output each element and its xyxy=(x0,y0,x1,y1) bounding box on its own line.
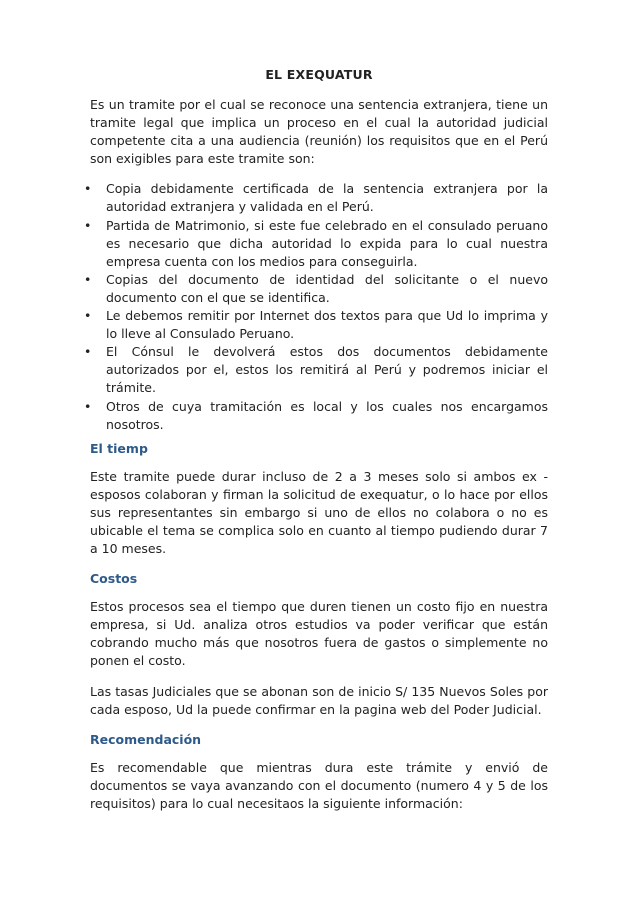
list-item xyxy=(84,271,548,307)
costos-paragraph-1: Estos procesos sea el tiempo que duren tienen un costo fijo en nuestra empresa, si Ud. analiza otros estudios va poder verificar que están cobrando mucho más que nosotros fuera de gastos o simplemente no ponen el costo. xyxy=(90,599,548,669)
list-item xyxy=(84,180,548,216)
bullet-icon: • xyxy=(84,217,92,233)
list-item-text: Le debemos remitir por Internet dos textos para que Ud lo imprima y lo lleve al Consulado Peruano. xyxy=(106,308,548,342)
tiempo-paragraph: Este tramite puede durar incluso de 2 a 3 meses solo si ambos ex - esposos colaboran y firman la solicitud de exequatur, o lo hace por ellos sus representantes sin embargo si uno de ellos no colabora o no es ubicable el tema se complica solo en cuanto al tiempo pudiendo durar 7 a 10 meses. xyxy=(90,468,548,557)
section-heading-recomendacion: Recomendación xyxy=(90,731,202,747)
document-title: EL EXEQUATUR xyxy=(265,67,373,82)
section-heading-tiempo: El tiemp xyxy=(90,440,148,456)
costos-paragraph-2: Las tasas Judiciales que se abonan son de inicio S/ 135 Nuevos Soles por cada esposo, Ud la puede confirmar en la pagina web del Poder Judicial. xyxy=(90,683,548,717)
list-item xyxy=(84,398,548,434)
list-item-text: Copia debidamente certificada de la sentencia extranjera por la autoridad extranjera y validada en el Perú. xyxy=(106,181,548,215)
list-item-text: Otros de cuya tramitación es local y los cuales nos encargamos nosotros. xyxy=(106,398,548,432)
list-item-text: El Cónsul le devolverá estos dos documentos debidamente autorizados por el, estos los remitirá al Perú y podremos iniciar el trámite. xyxy=(106,344,548,396)
bullet-icon: • xyxy=(84,271,92,287)
list-item xyxy=(84,307,548,343)
recomendacion-paragraph: Es recomendable que mientras dura este trámite y envió de documentos se vaya avanzando con el documento (numero 4 y 5 de los requisitos) para lo cual necesitaos la siguiente información: xyxy=(90,759,548,811)
intro-paragraph: Es un tramite por el cual se reconoce una sentencia extranjera, tiene un tramite legal que implica un proceso en el cual la autoridad judicial competente cita a una audiencia (reunión) los requisitos que en el Perú son exigibles para este tramite son: xyxy=(90,97,548,167)
list-item-text: Partida de Matrimonio, si este fue celebrado en el consulado peruano es necesario que dicha autoridad lo expida para lo cual nuestra empresa cuenta con los medios para conseguirla. xyxy=(106,217,548,269)
bullet-icon: • xyxy=(84,398,92,414)
requirements-list xyxy=(84,180,548,433)
document-page xyxy=(84,66,548,825)
bullet-icon: • xyxy=(84,308,92,324)
list-item xyxy=(84,217,548,271)
bullet-icon: • xyxy=(84,181,92,197)
section-heading-costos: Costos xyxy=(90,571,138,587)
list-item xyxy=(84,343,548,397)
bullet-icon: • xyxy=(84,344,92,360)
list-item-text: Copias del documento de identidad del solicitante o el nuevo documento con el que se identifica. xyxy=(106,271,548,305)
